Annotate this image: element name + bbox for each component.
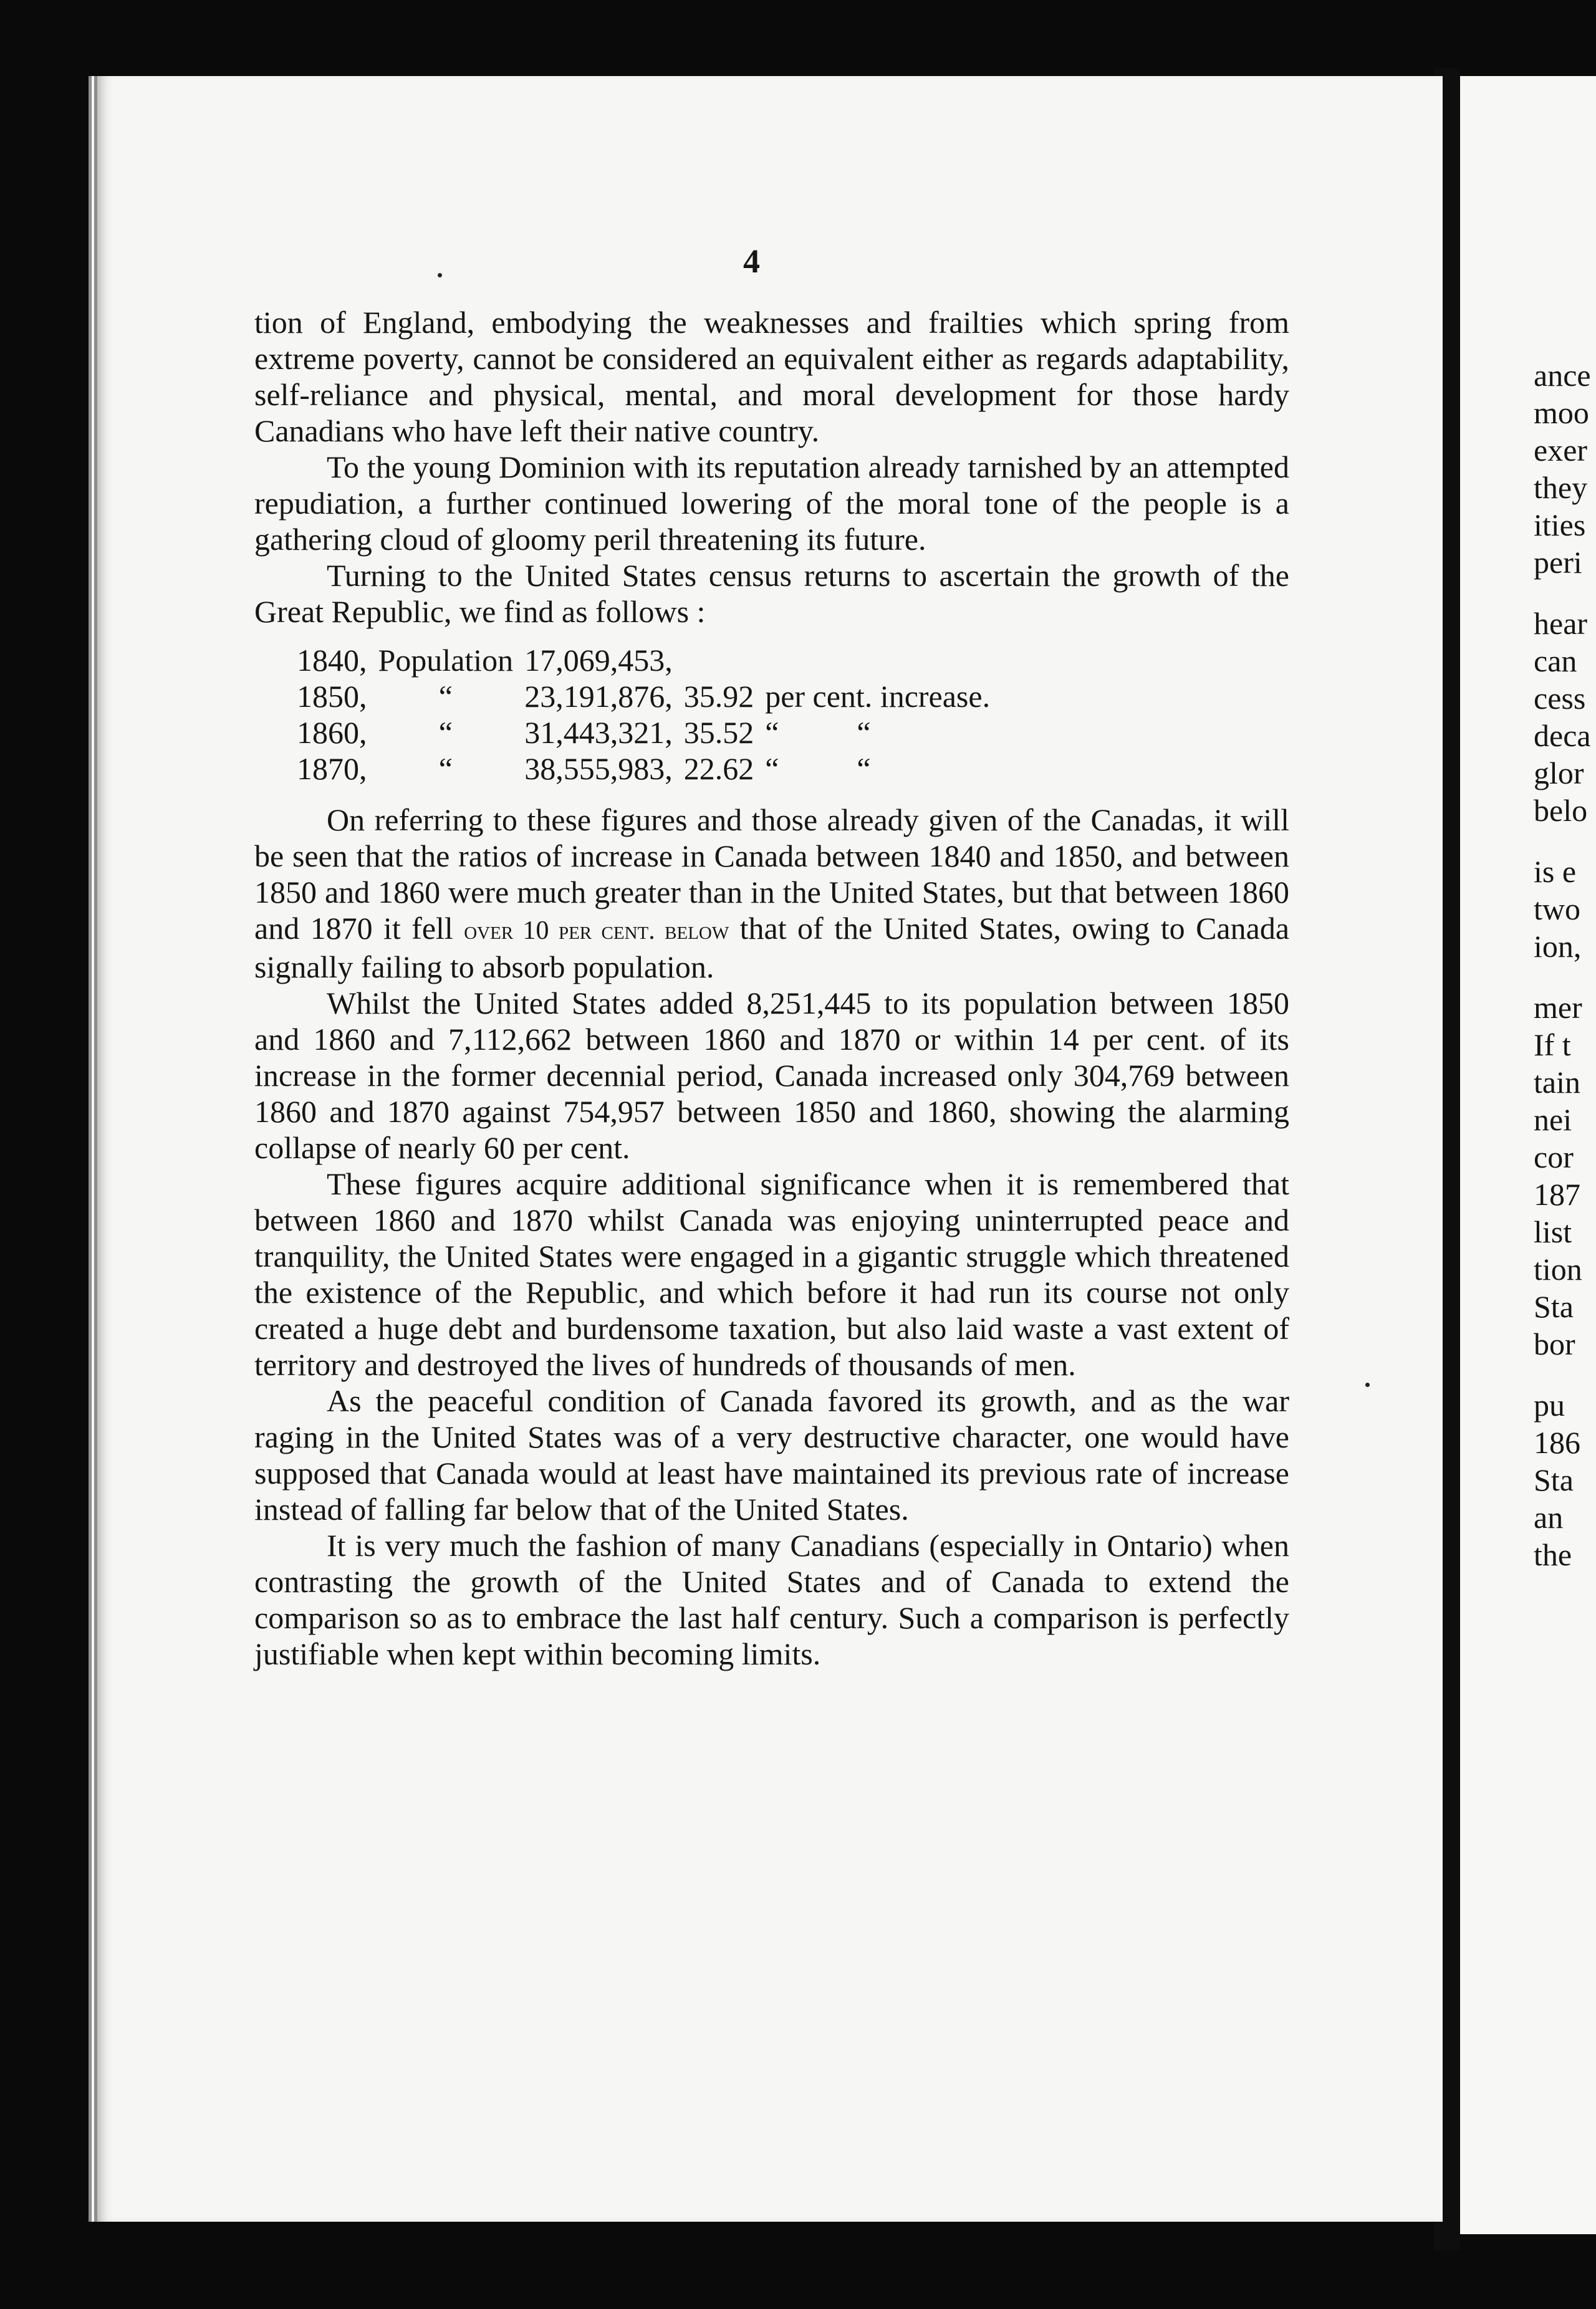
table-row [297,714,1001,751]
text-fragment: tion [1534,1252,1582,1287]
paragraph: To the young Dominion with its reputation already tarnished by an attempted repudiation, a further continued lowering of the moral tone of the people is a gathering cloud of gloomy peril threatening its future. [254,449,1289,557]
text-fragment: nei [1534,1102,1572,1137]
percent-cell [684,642,766,678]
text-fragment: peri [1534,545,1582,580]
text-fragment: belo [1534,793,1588,828]
text-fragment: bor [1534,1327,1575,1361]
paragraph: As the peaceful condition of Canada favored its growth, and as the war raging in the United States was of a very destructive character, one would have supposed that Canada would at least have maintained its previous rate of increase instead of falling far below that of the United States. [254,1383,1289,1527]
year-cell: 1860, [297,715,367,750]
increase-cell: per cent. increase. [765,679,991,714]
text-fragment: two [1534,891,1580,926]
right-page-text [1534,357,1591,1573]
paragraph: Whilst the United States added 8,251,445 to its population between 1850 and 1860 and 7,112,662 between 1860 and 1870 or within 14 per cent. of its increase in the former decennial period, Canada increased only 304,769 between 1860 and 1870 against 754,957 between 1850 and 1860, showing the alarming collapse of nearly 60 per cent. [254,986,1289,1165]
percent-cell: 35.52 [683,715,754,750]
emphasis-small-caps: over 10 per cent. below [464,916,729,945]
text-fragment: can [1534,643,1577,678]
text-fragment: pu [1534,1388,1565,1423]
table-row [297,642,1001,678]
right-page [1460,76,1596,2234]
text-fragment: mer [1534,990,1582,1025]
label-cell: “ [438,715,453,750]
text-fragment: is e [1534,854,1577,889]
increase-cell: “ “ [765,715,871,750]
text-fragment: list [1534,1214,1572,1249]
text-fragment: hear [1534,606,1588,641]
page-body [254,304,1289,1672]
text-fragment: the [1534,1537,1572,1572]
table-row [297,751,1001,787]
text-fragment: ities [1534,507,1586,542]
increase-cell: “ “ [765,751,871,786]
increase-cell [765,642,1001,678]
text-fragment: exer [1534,433,1588,468]
stray-mark [438,273,442,277]
text-fragment: glor [1534,756,1584,790]
stray-mark [1365,1383,1370,1387]
paragraph: Turning to the United States census returns to ascertain the growth of the Great Republic, we find as follows : [254,558,1289,629]
population-cell: 38,555,983, [524,751,673,786]
text-fragment: Sta [1534,1289,1574,1324]
paragraph-text: On referring to these figures and those already given of the Canadas, it will be seen that the ratios of increase in Canada between 1840 and 1850, and between 1850 and 1860 were much greater than in the United States, but that between 1860 and 1870 it fell [254,802,1289,946]
text-fragment: 186 [1534,1425,1580,1460]
text-fragment: tain [1534,1065,1580,1100]
population-cell: 17,069,453, [524,643,673,678]
paragraph: It is very much the fashion of many Canadians (especially in Ontario) when contrasting the growth of the United States and of Canada to extend the comparison so as to embrace the last half century. Such a comparison is perfectly justifiable when kept within becoming limits. [254,1528,1289,1671]
label-cell: Population [378,643,514,678]
page-number: 4 [743,242,760,280]
text-fragment: cor [1534,1140,1574,1174]
paragraph [254,802,1289,985]
text-fragment: they [1534,470,1588,505]
paragraph-text: that of the United States, owing to Canada signally failing to absorb population. [254,911,1290,984]
text-fragment: deca [1534,718,1591,753]
text-fragment: an [1534,1500,1564,1535]
label-cell: “ [438,679,453,714]
year-cell: 1870, [297,751,367,786]
text-fragment: ance [1534,358,1591,393]
text-fragment: cess [1534,681,1586,716]
text-fragment: ion, [1534,929,1582,964]
percent-cell: 22.62 [683,751,754,786]
text-fragment: If t [1534,1027,1571,1062]
table-row [297,678,1001,714]
population-cell: 31,443,321, [524,715,673,750]
population-table [297,642,1001,787]
text-fragment: Sta [1534,1462,1574,1497]
year-cell: 1850, [297,679,367,714]
population-cell: 23,191,876, [524,679,673,714]
year-cell: 1840, [297,643,367,678]
label-cell: “ [438,751,453,786]
text-fragment: moo [1534,395,1589,430]
paragraph: tion of England, embodying the weaknesses and frailties which spring from extreme poverty, cannot be considered an equivalent either as regards adaptability, self-reliance and physical, mental, and moral development for those hardy Canadians who have left their native country. [254,305,1289,448]
paragraph: These figures acquire additional significance when it is remembered that between 1860 and 1870 whilst Canada was enjoying uninterrupted peace and tranquility, the United States were engaged in a gigantic struggle which threatened the existence of the Republic, and which before it had run its course not only created a huge debt and burdensome taxation, but also laid waste a vast extent of territory and destroyed the lives of hundreds of thousands of men. [254,1166,1289,1382]
percent-cell: 35.92 [683,679,754,714]
text-fragment: 187 [1534,1177,1580,1212]
